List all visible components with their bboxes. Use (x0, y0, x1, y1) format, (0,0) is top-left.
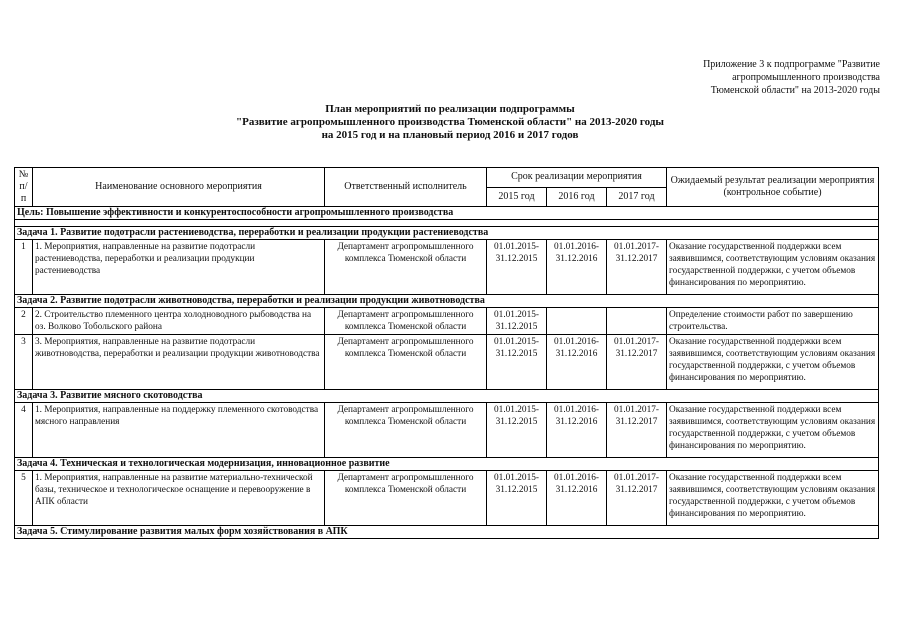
cell-2015: 01.01.2015- 31.12.2015 (487, 471, 547, 526)
cell-executor: Департамент агропромышленного комплекса Тюменской области (325, 471, 487, 526)
task-row (15, 390, 879, 403)
cell-name: 2. Строительство племенного центра холодноводного рыбоводства на оз. Волково Тобольского района (33, 308, 325, 335)
plan-table (14, 167, 879, 539)
cell-name: 1. Мероприятия, направленные на развитие материально-технической базы, техническое и технологическое оснащение и перевооружение в АПК области (33, 471, 325, 526)
header-name: Наименование основного мероприятия (33, 168, 325, 207)
header-period: Срок реализации мероприятия (487, 168, 667, 188)
title-line: "Развитие агропромышленного производства Тюменской области" на 2013-2020 годы (236, 116, 664, 128)
table-row (15, 240, 879, 295)
cell-result: Оказание государственной поддержки всем заявившимся, соответствующим условиям оказания государственной поддержки, с учетом объемов финансирования по мероприятию. (667, 403, 879, 458)
cell-name: 1. Мероприятия, направленные на поддержку племенного скотоводства мясного направления (33, 403, 325, 458)
task-row (15, 526, 879, 539)
appendix-line: Тюменской области" на 2013-2020 годы (710, 85, 880, 96)
cell-executor: Департамент агропромышленного комплекса Тюменской области (325, 240, 487, 295)
header-2016: 2016 год (547, 187, 607, 207)
task-text: Задача 5. Стимулирование развития малых форм хозяйствования в АПК (15, 526, 879, 539)
cell-2015: 01.01.2015- 31.12.2015 (487, 308, 547, 335)
header-executor: Ответственный исполнитель (325, 168, 487, 207)
task-text: Задача 2. Развитие подотрасли животноводства, переработки и реализации продукции животноводства (15, 295, 879, 308)
task-text: Задача 1. Развитие подотрасли растениеводства, переработки и реализации продукции растениеводства (15, 227, 879, 240)
spacer-cell (15, 220, 879, 227)
cell-result: Оказание государственной поддержки всем заявившимся, соответствующим условиям оказания государственной поддержки, с учетом объемов финансирования по мероприятию. (667, 471, 879, 526)
table-row (15, 471, 879, 526)
title-line: на 2015 год и на плановый период 2016 и 2017 годов (321, 129, 579, 141)
cell-2017: 01.01.2017- 31.12.2017 (607, 240, 667, 295)
header-row (15, 168, 879, 188)
cell-2015: 01.01.2015- 31.12.2015 (487, 335, 547, 390)
title-line: План мероприятий по реализации подпрограммы (325, 103, 575, 115)
cell-2016: 01.01.2016- 31.12.2016 (547, 240, 607, 295)
task-row (15, 227, 879, 240)
cell-num: 3 (15, 335, 33, 390)
cell-executor: Департамент агропромышленного комплекса Тюменской области (325, 335, 487, 390)
cell-2016: 01.01.2016- 31.12.2016 (547, 471, 607, 526)
header-result: Ожидаемый результат реализации мероприятия (контрольное событие) (667, 168, 879, 207)
cell-2016: 01.01.2016- 31.12.2016 (547, 403, 607, 458)
table-row (15, 335, 879, 390)
cell-2017: 01.01.2017- 31.12.2017 (607, 403, 667, 458)
cell-2015: 01.01.2015- 31.12.2015 (487, 240, 547, 295)
header-2015: 2015 год (487, 187, 547, 207)
cell-2016: 01.01.2016- 31.12.2016 (547, 335, 607, 390)
cell-2015: 01.01.2015- 31.12.2015 (487, 403, 547, 458)
cell-executor: Департамент агропромышленного комплекса Тюменской области (325, 403, 487, 458)
cell-result: Оказание государственной поддержки всем заявившимся, соответствующим условиям оказания государственной поддержки, с учетом объемов финансирования по мероприятию. (667, 335, 879, 390)
cell-result: Определение стоимости работ по завершению строительства. (667, 308, 879, 335)
cell-name: 1. Мероприятия, направленные на развитие подотрасли растениеводства, переработки и реализации продукции растениеводства (33, 240, 325, 295)
cell-num: 1 (15, 240, 33, 295)
cell-result: Оказание государственной поддержки всем заявившимся, соответствующим условиям оказания государственной поддержки, с учетом объемов финансирования по мероприятию. (667, 240, 879, 295)
cell-num: 5 (15, 471, 33, 526)
cell-num: 2 (15, 308, 33, 335)
task-text: Задача 3. Развитие мясного скотоводства (15, 390, 879, 403)
header-num: № п/п (15, 168, 33, 207)
table-row (15, 308, 879, 335)
cell-num: 4 (15, 403, 33, 458)
cell-2017: 01.01.2017- 31.12.2017 (607, 471, 667, 526)
goal-row (15, 207, 879, 220)
task-row (15, 295, 879, 308)
cell-name: 3. Мероприятия, направленные на развитие подотрасли животноводства, переработки и реализации продукции животноводства (33, 335, 325, 390)
cell-executor: Департамент агропромышленного комплекса Тюменской области (325, 308, 487, 335)
header-2017: 2017 год (607, 187, 667, 207)
cell-2017 (607, 308, 667, 335)
appendix-line: агропромышленного производства (732, 72, 880, 83)
appendix-note (650, 58, 880, 97)
task-row (15, 458, 879, 471)
spacer-row (15, 220, 879, 227)
table-row (15, 403, 879, 458)
goal-text: Цель: Повышение эффективности и конкурентоспособности агропромышленного производства (15, 207, 879, 220)
cell-2017: 01.01.2017- 31.12.2017 (607, 335, 667, 390)
appendix-line: Приложение 3 к подпрограмме "Развитие (703, 59, 880, 70)
document-title (160, 103, 740, 142)
task-text: Задача 4. Техническая и технологическая модернизация, инновационное развитие (15, 458, 879, 471)
cell-2016 (547, 308, 607, 335)
